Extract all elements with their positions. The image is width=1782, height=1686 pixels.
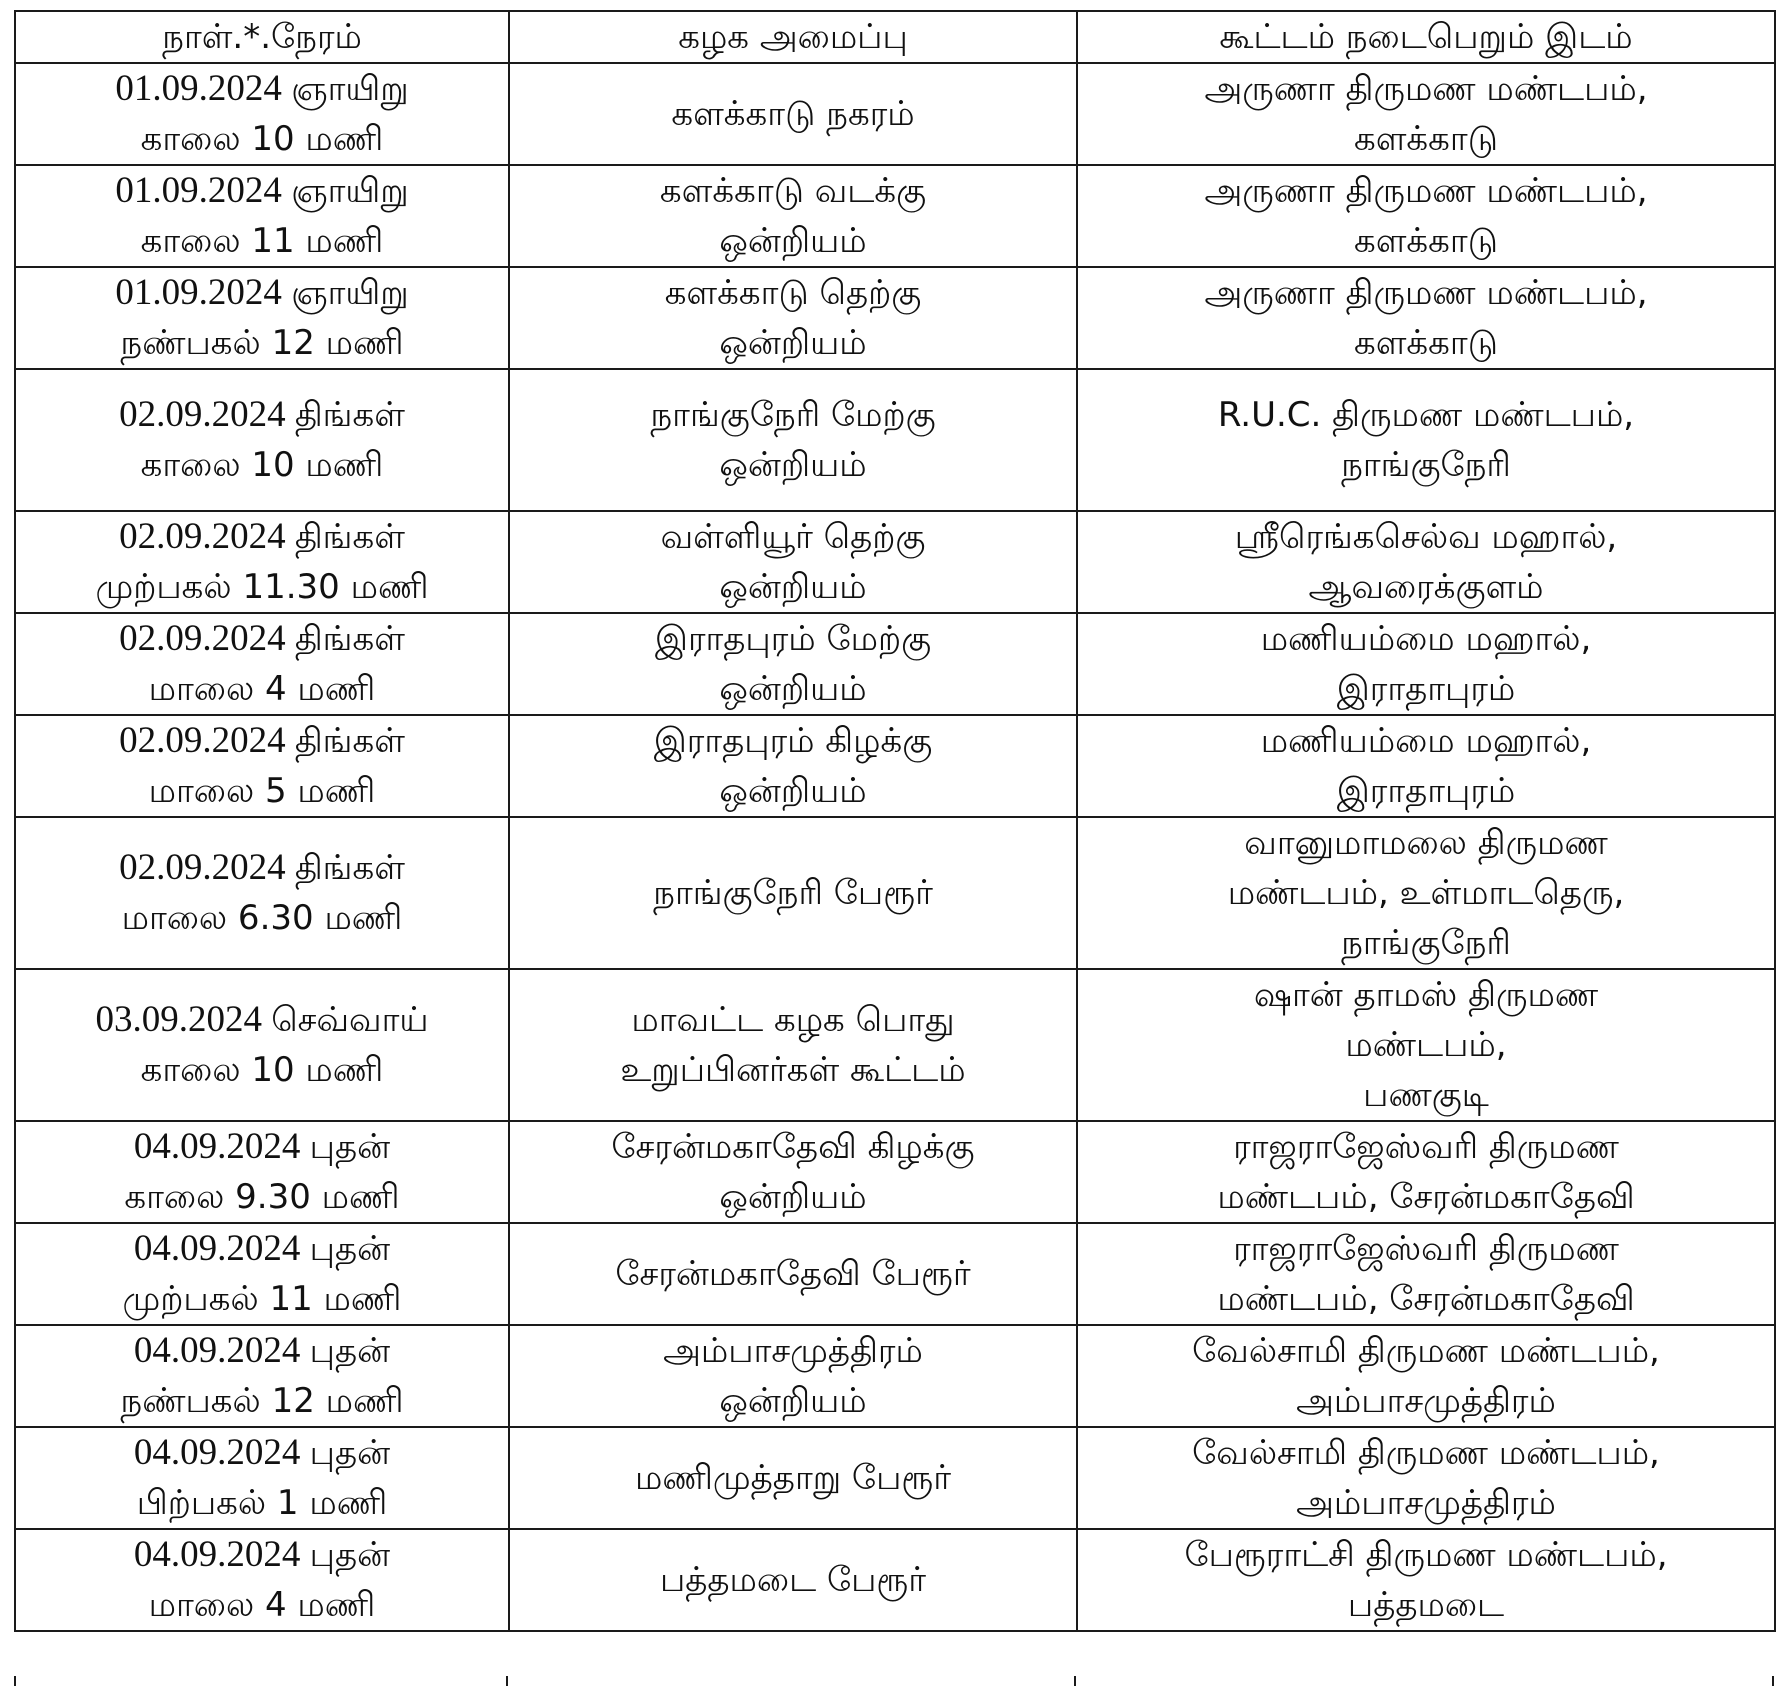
organisation-cell bbox=[509, 369, 1077, 511]
date-time-cell bbox=[15, 1325, 509, 1427]
date-day-line bbox=[22, 1122, 502, 1172]
venue-line: களக்காடு bbox=[1353, 323, 1499, 363]
venue-line: ராஜராஜேஸ்வரி திருமண bbox=[1233, 1127, 1619, 1167]
organisation-cell bbox=[509, 1223, 1077, 1325]
organisation-line: நாங்குநேரி மேற்கு bbox=[650, 395, 936, 435]
organisation-line: பத்தமடை பேரூர் bbox=[659, 1560, 927, 1600]
venue-line: மணியம்மை மஹால், bbox=[1260, 721, 1592, 761]
table-row bbox=[15, 1427, 1775, 1529]
meeting-day: ஞாயிறு bbox=[291, 273, 409, 313]
organisation-line: மணிமுத்தாறு பேரூர் bbox=[634, 1458, 952, 1498]
venue-line: மண்டபம், சேரன்மகாதேவி bbox=[1217, 1177, 1635, 1217]
organisation-line: அம்பாசமுத்திரம் bbox=[663, 1331, 923, 1371]
meeting-date: 01.09.2024 bbox=[115, 170, 282, 211]
table-row bbox=[15, 1121, 1775, 1223]
table-row bbox=[15, 715, 1775, 817]
header-date-time: நாள்.*.நேரம் bbox=[15, 11, 509, 63]
meeting-date: 02.09.2024 bbox=[119, 847, 286, 888]
date-day-line bbox=[22, 390, 502, 440]
table-row bbox=[15, 817, 1775, 969]
meeting-date: 04.09.2024 bbox=[133, 1228, 301, 1269]
organisation-cell bbox=[509, 165, 1077, 267]
date-day-line bbox=[22, 843, 502, 893]
venue-cell bbox=[1077, 1325, 1775, 1427]
page-edge-rule bbox=[506, 1676, 508, 1686]
meeting-date: 01.09.2024 bbox=[115, 272, 282, 313]
table-row bbox=[15, 165, 1775, 267]
date-time-cell bbox=[15, 817, 509, 969]
venue-line: களக்காடு bbox=[1353, 119, 1499, 159]
venue-line: மண்டபம், உள்மாடதெரு, bbox=[1227, 873, 1625, 913]
date-day-line bbox=[22, 64, 502, 114]
date-time-cell bbox=[15, 969, 509, 1121]
meeting-time: முற்பகல் 11 மணி bbox=[122, 1279, 402, 1319]
organisation-cell bbox=[509, 511, 1077, 613]
header-organisation: கழக அமைப்பு bbox=[509, 11, 1077, 63]
date-time-cell bbox=[15, 369, 509, 511]
organisation-cell bbox=[509, 1427, 1077, 1529]
meeting-day: புதன் bbox=[309, 1331, 391, 1371]
meeting-time: மாலை 4 மணி bbox=[148, 669, 376, 709]
organisation-cell bbox=[509, 267, 1077, 369]
table-row bbox=[15, 969, 1775, 1121]
page-edge-rule bbox=[14, 1676, 16, 1686]
venue-line: இராதாபுரம் bbox=[1336, 771, 1516, 811]
meeting-date: 02.09.2024 bbox=[119, 618, 286, 659]
organisation-line: இராதபுரம் மேற்கு bbox=[654, 619, 932, 659]
date-day-line bbox=[22, 268, 502, 318]
page-edge-rule bbox=[1074, 1676, 1076, 1686]
meeting-time: மாலை 6.30 மணி bbox=[121, 898, 403, 938]
table-row bbox=[15, 63, 1775, 165]
meeting-date: 04.09.2024 bbox=[133, 1534, 301, 1575]
organisation-line: உறுப்பினர்கள் கூட்டம் bbox=[620, 1050, 966, 1090]
venue-line: இராதாபுரம் bbox=[1336, 669, 1516, 709]
venue-cell bbox=[1077, 817, 1775, 969]
header-venue: கூட்டம் நடைபெறும் இடம் bbox=[1077, 11, 1775, 63]
venue-line: அம்பாசமுத்திரம் bbox=[1296, 1381, 1556, 1421]
organisation-cell bbox=[509, 1121, 1077, 1223]
organisation-line: ஒன்றியம் bbox=[719, 445, 867, 485]
meeting-time: மாலை 5 மணி bbox=[148, 771, 376, 811]
meeting-date: 02.09.2024 bbox=[119, 394, 286, 435]
date-time-cell bbox=[15, 613, 509, 715]
organisation-cell bbox=[509, 715, 1077, 817]
organisation-cell bbox=[509, 613, 1077, 715]
date-day-line bbox=[22, 1428, 502, 1478]
meeting-date: 04.09.2024 bbox=[133, 1330, 301, 1371]
organisation-line: ஒன்றியம் bbox=[719, 669, 867, 709]
meeting-time: காலை 10 மணி bbox=[140, 119, 384, 159]
meeting-time: மாலை 4 மணி bbox=[148, 1585, 376, 1625]
date-time-cell bbox=[15, 1529, 509, 1631]
venue-cell bbox=[1077, 369, 1775, 511]
venue-line: பணகுடி bbox=[1363, 1075, 1489, 1115]
venue-line: அருணா திருமண மண்டபம், bbox=[1204, 69, 1648, 109]
meeting-day: திங்கள் bbox=[294, 721, 405, 761]
schedule-body bbox=[15, 63, 1775, 1631]
date-day-line bbox=[22, 166, 502, 216]
organisation-line: சேரன்மகாதேவி கிழக்கு bbox=[611, 1127, 975, 1167]
venue-cell bbox=[1077, 165, 1775, 267]
venue-line: வேல்சாமி திருமண மண்டபம், bbox=[1192, 1433, 1660, 1473]
date-day-line bbox=[22, 1224, 502, 1274]
venue-line: ஷான் தாமஸ் திருமண bbox=[1253, 975, 1599, 1015]
organisation-cell bbox=[509, 1529, 1077, 1631]
organisation-line: வள்ளியூர் தெற்கு bbox=[660, 517, 926, 557]
meeting-day: ஞாயிறு bbox=[291, 69, 409, 109]
meeting-day: செவ்வாய் bbox=[271, 1000, 429, 1040]
venue-line: நாங்குநேரி bbox=[1341, 923, 1511, 963]
venue-cell bbox=[1077, 63, 1775, 165]
organisation-line: ஒன்றியம் bbox=[719, 1177, 867, 1217]
table-row bbox=[15, 613, 1775, 715]
venue-line: களக்காடு bbox=[1353, 221, 1499, 261]
meeting-date: 03.09.2024 bbox=[95, 999, 262, 1040]
organisation-line: களக்காடு தெற்கு bbox=[664, 273, 922, 313]
table-row bbox=[15, 369, 1775, 511]
date-day-line bbox=[22, 614, 502, 664]
date-day-line bbox=[22, 995, 502, 1045]
venue-line: R.U.C. திருமண மண்டபம், bbox=[1217, 395, 1635, 435]
meeting-date: 04.09.2024 bbox=[133, 1432, 301, 1473]
venue-line: நாங்குநேரி bbox=[1341, 445, 1511, 485]
meeting-time: முற்பகல் 11.30 மணி bbox=[95, 567, 429, 607]
venue-cell bbox=[1077, 1223, 1775, 1325]
venue-line: ராஜராஜேஸ்வரி திருமண bbox=[1233, 1229, 1619, 1269]
meeting-date: 04.09.2024 bbox=[133, 1126, 301, 1167]
meeting-day: திங்கள் bbox=[294, 619, 405, 659]
meeting-time: காலை 10 மணி bbox=[140, 1050, 384, 1090]
meeting-time: காலை 11 மணி bbox=[140, 221, 384, 261]
organisation-line: நாங்குநேரி பேரூர் bbox=[653, 873, 933, 913]
meeting-time: காலை 10 மணி bbox=[140, 445, 384, 485]
venue-line: மணியம்மை மஹால், bbox=[1260, 619, 1592, 659]
date-day-line bbox=[22, 512, 502, 562]
table-row bbox=[15, 1529, 1775, 1631]
venue-cell bbox=[1077, 613, 1775, 715]
meeting-time: காலை 9.30 மணி bbox=[124, 1177, 400, 1217]
date-time-cell bbox=[15, 267, 509, 369]
venue-cell bbox=[1077, 267, 1775, 369]
meeting-day: புதன் bbox=[309, 1535, 391, 1575]
date-time-cell bbox=[15, 511, 509, 613]
page-edge-rule bbox=[1772, 1676, 1774, 1686]
meeting-day: புதன் bbox=[309, 1229, 391, 1269]
meeting-date: 01.09.2024 bbox=[115, 68, 282, 109]
meeting-day: திங்கள் bbox=[294, 848, 405, 888]
table-row bbox=[15, 1223, 1775, 1325]
date-time-cell bbox=[15, 1121, 509, 1223]
organisation-line: ஒன்றியம் bbox=[719, 1381, 867, 1421]
venue-line: அருணா திருமண மண்டபம், bbox=[1204, 171, 1648, 211]
date-day-line bbox=[22, 1326, 502, 1376]
venue-line: வானுமாமலை திருமண bbox=[1244, 823, 1608, 863]
organisation-line: ஒன்றியம் bbox=[719, 221, 867, 261]
organisation-line: களக்காடு நகரம் bbox=[671, 94, 915, 134]
meeting-day: திங்கள் bbox=[294, 395, 405, 435]
date-time-cell bbox=[15, 63, 509, 165]
organisation-line: களக்காடு வடக்கு bbox=[659, 171, 927, 211]
meeting-time: நண்பகல் 12 மணி bbox=[120, 323, 404, 363]
venue-line: பத்தமடை bbox=[1347, 1585, 1505, 1625]
venue-cell bbox=[1077, 969, 1775, 1121]
venue-line: பேரூராட்சி திருமண மண்டபம், bbox=[1184, 1535, 1668, 1575]
meeting-schedule-table bbox=[14, 10, 1776, 1632]
organisation-line: சேரன்மகாதேவி பேரூர் bbox=[615, 1254, 971, 1294]
date-time-cell bbox=[15, 1223, 509, 1325]
table-row bbox=[15, 267, 1775, 369]
venue-cell bbox=[1077, 1427, 1775, 1529]
table-header-row bbox=[15, 11, 1775, 63]
date-time-cell bbox=[15, 1427, 509, 1529]
meeting-schedule-document bbox=[14, 10, 1776, 1632]
meeting-day: புதன் bbox=[309, 1127, 391, 1167]
meeting-date: 02.09.2024 bbox=[119, 516, 286, 557]
venue-cell bbox=[1077, 1121, 1775, 1223]
venue-line: அம்பாசமுத்திரம் bbox=[1296, 1483, 1556, 1523]
organisation-line: ஒன்றியம் bbox=[719, 323, 867, 363]
meeting-day: ஞாயிறு bbox=[291, 171, 409, 211]
venue-line: ஆவரைக்குளம் bbox=[1308, 567, 1544, 607]
venue-cell bbox=[1077, 715, 1775, 817]
venue-line: மண்டபம், சேரன்மகாதேவி bbox=[1217, 1279, 1635, 1319]
venue-line: மண்டபம், bbox=[1345, 1025, 1507, 1065]
organisation-line: ஒன்றியம் bbox=[719, 771, 867, 811]
organisation-line: மாவட்ட கழக பொது bbox=[631, 1000, 955, 1040]
date-time-cell bbox=[15, 165, 509, 267]
venue-line: அருணா திருமண மண்டபம், bbox=[1204, 273, 1648, 313]
meeting-time: பிற்பகல் 1 மணி bbox=[136, 1483, 388, 1523]
organisation-cell bbox=[509, 817, 1077, 969]
organisation-cell bbox=[509, 63, 1077, 165]
meeting-day: திங்கள் bbox=[294, 517, 405, 557]
organisation-line: இராதபுரம் கிழக்கு bbox=[653, 721, 933, 761]
organisation-line: ஒன்றியம் bbox=[719, 567, 867, 607]
table-row bbox=[15, 1325, 1775, 1427]
date-day-line bbox=[22, 716, 502, 766]
venue-line: ஸ்ரீரெங்கசெல்வ மஹால், bbox=[1234, 517, 1618, 557]
venue-line: வேல்சாமி திருமண மண்டபம், bbox=[1192, 1331, 1660, 1371]
meeting-day: புதன் bbox=[309, 1433, 391, 1473]
venue-cell bbox=[1077, 1529, 1775, 1631]
organisation-cell bbox=[509, 1325, 1077, 1427]
table-row bbox=[15, 511, 1775, 613]
meeting-date: 02.09.2024 bbox=[119, 720, 286, 761]
date-day-line bbox=[22, 1530, 502, 1580]
date-time-cell bbox=[15, 715, 509, 817]
organisation-cell bbox=[509, 969, 1077, 1121]
meeting-time: நண்பகல் 12 மணி bbox=[120, 1381, 404, 1421]
venue-cell bbox=[1077, 511, 1775, 613]
